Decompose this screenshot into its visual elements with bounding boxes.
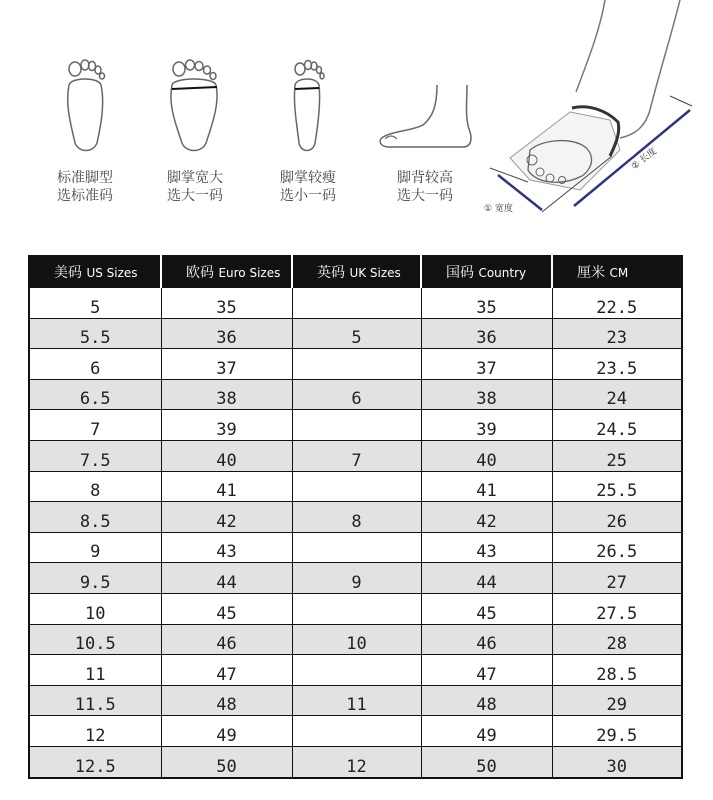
high-instep-label: 脚背较高 — [397, 170, 453, 186]
table-row — [29, 379, 682, 410]
table-row — [29, 624, 682, 655]
narrow-foot-label: 脚掌较瘦 — [280, 170, 336, 186]
cell-country: 46 — [421, 624, 552, 655]
cell-country: 35 — [421, 288, 552, 319]
table-row — [29, 685, 682, 716]
narrow-foot-advice: 选小一码 — [280, 188, 336, 204]
table-row — [29, 746, 682, 777]
cell-euro: 36 — [161, 318, 292, 349]
cell-country: 41 — [421, 471, 552, 502]
narrow-foot-icon — [283, 55, 333, 155]
standard-foot-label: 标准脚型 — [57, 170, 113, 186]
cell-us: 8.5 — [29, 502, 161, 533]
cell-euro: 44 — [161, 563, 292, 594]
cell-uk: 10 — [292, 624, 421, 655]
cell-uk — [292, 349, 421, 380]
cell-euro: 35 — [161, 288, 292, 319]
cell-uk — [292, 532, 421, 563]
cell-country: 43 — [421, 532, 552, 563]
cell-country: 37 — [421, 349, 552, 380]
cell-uk — [292, 288, 421, 319]
cell-euro: 50 — [161, 746, 292, 777]
cell-us: 6 — [29, 349, 161, 380]
cell-uk — [292, 471, 421, 502]
cell-uk: 12 — [292, 746, 421, 777]
cell-us: 5 — [29, 288, 161, 319]
cell-uk — [292, 716, 421, 747]
cell-country: 42 — [421, 502, 552, 533]
cell-us: 7.5 — [29, 440, 161, 471]
foot-type-standard — [35, 55, 135, 205]
cell-euro: 43 — [161, 532, 292, 563]
cell-country: 48 — [421, 685, 552, 716]
cell-us: 8 — [29, 471, 161, 502]
table-row — [29, 593, 682, 624]
cell-cm: 26.5 — [552, 532, 682, 563]
cell-us: 6.5 — [29, 379, 161, 410]
foot-type-guide — [0, 0, 713, 250]
table-row — [29, 318, 682, 349]
cell-country: 40 — [421, 440, 552, 471]
cell-uk: 9 — [292, 563, 421, 594]
cell-euro: 42 — [161, 502, 292, 533]
standard-foot-advice: 选标准码 — [57, 188, 113, 204]
header-country: 国码 Country — [421, 256, 552, 288]
cell-cm: 25.5 — [552, 471, 682, 502]
cell-country: 47 — [421, 655, 552, 686]
cell-euro: 49 — [161, 716, 292, 747]
foot-measurement-diagram — [470, 0, 713, 230]
cell-cm: 24 — [552, 379, 682, 410]
standard-foot-icon — [55, 55, 115, 155]
table-row — [29, 655, 682, 686]
cell-us: 10.5 — [29, 624, 161, 655]
cell-cm: 29 — [552, 685, 682, 716]
cell-us: 12.5 — [29, 746, 161, 777]
cell-cm: 30 — [552, 746, 682, 777]
table-row — [29, 471, 682, 502]
header-euro-sizes: 欧码 Euro Sizes — [161, 256, 292, 288]
table-row — [29, 440, 682, 471]
table-header-row — [29, 256, 682, 288]
foot-type-high-instep — [370, 55, 480, 205]
cell-us: 12 — [29, 716, 161, 747]
cell-country: 49 — [421, 716, 552, 747]
length-measure-label: ② 长度 — [629, 146, 659, 173]
cell-euro: 39 — [161, 410, 292, 441]
cell-us: 11.5 — [29, 685, 161, 716]
cell-euro: 40 — [161, 440, 292, 471]
cell-country: 45 — [421, 593, 552, 624]
cell-country: 50 — [421, 746, 552, 777]
header-cm: 厘米 CM — [552, 256, 682, 288]
table-row — [29, 716, 682, 747]
cell-country: 39 — [421, 410, 552, 441]
table-row — [29, 532, 682, 563]
side-foot-icon — [375, 55, 475, 155]
cell-euro: 37 — [161, 349, 292, 380]
table-row — [29, 410, 682, 441]
cell-uk — [292, 410, 421, 441]
cell-us: 9 — [29, 532, 161, 563]
cell-euro: 45 — [161, 593, 292, 624]
size-chart-table — [28, 255, 683, 779]
cell-uk: 7 — [292, 440, 421, 471]
cell-cm: 24.5 — [552, 410, 682, 441]
cell-cm: 22.5 — [552, 288, 682, 319]
width-measure-label: ① 宽度 — [484, 204, 513, 214]
cell-uk — [292, 593, 421, 624]
header-uk-sizes: 英码 UK Sizes — [292, 256, 421, 288]
foot-type-wide — [145, 55, 245, 205]
cell-us: 5.5 — [29, 318, 161, 349]
cell-country: 38 — [421, 379, 552, 410]
table-row — [29, 563, 682, 594]
cell-cm: 23 — [552, 318, 682, 349]
cell-cm: 28.5 — [552, 655, 682, 686]
cell-euro: 38 — [161, 379, 292, 410]
cell-euro: 46 — [161, 624, 292, 655]
cell-cm: 27.5 — [552, 593, 682, 624]
cell-euro: 41 — [161, 471, 292, 502]
high-instep-advice: 选大一码 — [397, 188, 453, 204]
size-chart-body — [29, 288, 682, 778]
cell-country: 36 — [421, 318, 552, 349]
cell-uk: 5 — [292, 318, 421, 349]
foot-type-narrow — [258, 55, 358, 205]
cell-us: 9.5 — [29, 563, 161, 594]
cell-uk — [292, 655, 421, 686]
cell-us: 10 — [29, 593, 161, 624]
cell-euro: 47 — [161, 655, 292, 686]
cell-cm: 25 — [552, 440, 682, 471]
cell-country: 44 — [421, 563, 552, 594]
cell-cm: 23.5 — [552, 349, 682, 380]
cell-uk: 8 — [292, 502, 421, 533]
wide-foot-label: 脚掌宽大 — [167, 170, 223, 186]
cell-cm: 26 — [552, 502, 682, 533]
cell-cm: 29.5 — [552, 716, 682, 747]
cell-us: 7 — [29, 410, 161, 441]
foot-measurement-illustration — [470, 0, 713, 230]
cell-us: 11 — [29, 655, 161, 686]
table-row — [29, 349, 682, 380]
cell-uk: 6 — [292, 379, 421, 410]
table-row — [29, 502, 682, 533]
cell-uk: 11 — [292, 685, 421, 716]
cell-cm: 27 — [552, 563, 682, 594]
cell-euro: 48 — [161, 685, 292, 716]
wide-foot-advice: 选大一码 — [167, 188, 223, 204]
cell-cm: 28 — [552, 624, 682, 655]
header-us-sizes: 美码 US Sizes — [29, 256, 161, 288]
wide-foot-icon — [160, 55, 230, 155]
table-row — [29, 288, 682, 319]
